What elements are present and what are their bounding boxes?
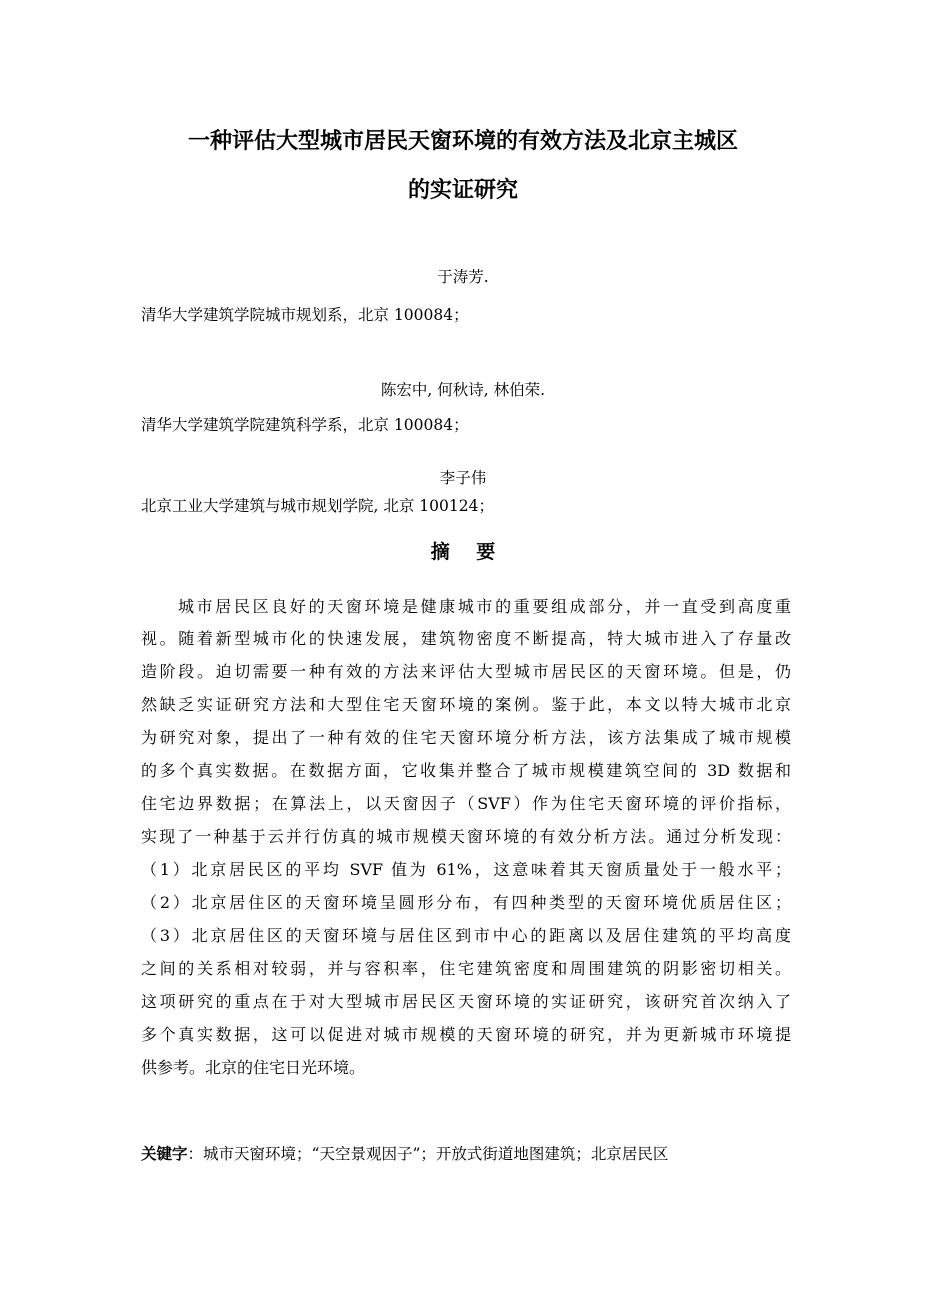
abstract-line: 造阶段。迫切需要一种有效的方法来评估大型城市居民区的天窗环境。但是，仍 [141, 662, 791, 681]
paper-title-line-1: 一种评估大型城市居民天窗环境的有效方法及北京主城区 [187, 129, 738, 154]
keywords [141, 1142, 668, 1164]
author-names-1: 于涛芳. [437, 268, 489, 286]
abstract-line: 住宅边界数据；在算法上，以天窗因子（SVF）作为住宅天窗环境的评价指标， [141, 794, 791, 813]
author-names-3: 李子伟 [439, 469, 487, 487]
abstract-line: 多个真实数据，这可以促进对城市规模的天窗环境的研究，并为更新城市环境提 [141, 1025, 791, 1044]
abstract-line: 之间的关系相对较弱，并与容积率，住宅建筑密度和周围建筑的阴影密切相关。 [141, 959, 791, 978]
abstract-line: （1）北京居民区的平均 SVF 值为 61%，这意味着其天窗质量处于一般水平； [141, 860, 791, 879]
abstract-line: 供参考。北京的住宅日光环境。 [141, 1058, 366, 1077]
abstract-line: 城市居民区良好的天窗环境是健康城市的重要组成部分，并一直受到高度重 [178, 597, 791, 616]
abstract-heading: 摘 要 [430, 541, 506, 563]
abstract-line: 的多个真实数据。在数据方面，它收集并整合了城市规模建筑空间的 3D 数据和 [141, 761, 791, 780]
paper-title-line-2: 的实证研究 [407, 178, 518, 203]
abstract-line: 视。随着新型城市化的快速发展，建筑物密度不断提高，特大城市进入了存量改 [141, 629, 791, 648]
abstract-line: （2）北京居住区的天窗环境呈圆形分布，有四种类型的天窗环境优质居住区； [141, 893, 791, 912]
abstract-line: 然缺乏实证研究方法和大型住宅天窗环境的案例。鉴于此，本文以特大城市北京 [141, 695, 791, 714]
author-affiliation-1: 清华大学建筑学院城市规划系，北京 100084； [141, 306, 469, 324]
abstract-line: 这项研究的重点在于对大型城市居民区天窗环境的实证研究，该研究首次纳入了 [141, 992, 791, 1011]
abstract-line: 为研究对象，提出了一种有效的住宅天窗环境分析方法，该方法集成了城市规模 [141, 728, 791, 747]
author-names-2: 陈宏中, 何秋诗, 林伯荣. [380, 381, 546, 399]
abstract-line: 实现了一种基于云并行仿真的城市规模天窗环境的有效分析方法。通过分析发现： [141, 827, 791, 846]
keywords-label: 关键字 [141, 1145, 188, 1163]
author-affiliation-3: 北京工业大学建筑与城市规划学院, 北京 100124； [141, 497, 494, 515]
keywords-separator: ： [187, 1145, 204, 1163]
author-affiliation-2: 清华大学建筑学院建筑科学系，北京 100084； [141, 416, 469, 434]
abstract-line: （3）北京居住区的天窗环境与居住区到市中心的距离以及居住建筑的平均高度 [141, 926, 791, 945]
keywords-text: 城市天窗环境；“天空景观因子”；开放式街道地图建筑；北京居民区 [203, 1145, 669, 1163]
